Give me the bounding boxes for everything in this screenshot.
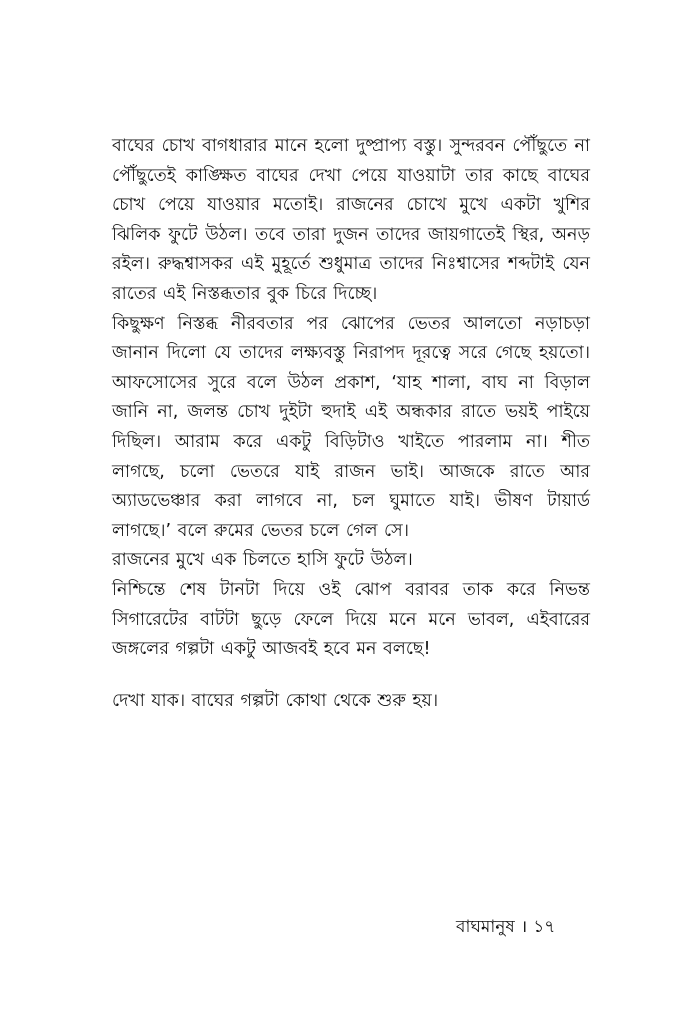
paragraph-5: দেখা যাক। বাঘের গল্পটা কোথা থেকে শুরু হয়।: [112, 690, 439, 711]
paragraph-4: নিশ্চিন্তে শেষ টানটা দিয়ে ওই ঝোপ বরাবর তাক করে নিভন্ত সিগারেটের বাটটা ছুড়ে ফেলে দিয়ে মনে মনে ভাবল, এইবারের জঙ্গলের গল্পটা একটু আজবই হবে মন বলছে!: [112, 579, 590, 660]
footer-separator: ।: [520, 917, 528, 937]
paragraph-1: বাঘের চোখ বাগধারার মানে হলো দুষ্প্রাপ্য বস্তু। সুন্দরবন পৌঁছুতে না পৌঁছুতেই কাঙ্ক্ষিত বাঘের দেখা পেয়ে যাওয়াটা তার কাছে বাঘের চোখ পেয়ে যাওয়ার মতোই। রাজনের চোখে মুখে একটা খুশির ঝিলিক ফুটে উঠল। তবে তারা দুজন তাদের জায়গাতেই স্থির, অনড় রইল। রুদ্ধশ্বাসকর এই মুহূর্তে শুধুমাত্র তাদের নিঃশ্বাসের শব্দটাই যেন রাতের এই নিস্তব্ধতার বুক চিরে দিচ্ছে।: [112, 136, 590, 304]
paragraph-3: রাজনের মুখে এক চিলতে হাসি ফুটে উঠল।: [112, 550, 413, 571]
running-title: বাঘমানুষ: [456, 917, 515, 937]
paragraph-2: কিছুক্ষণ নিস্তব্ধ নীরবতার পর ঝোপের ভেতর আলতো নড়াচড়া জানান দিলো যে তাদের লক্ষ্যবস্তু নিরাপদ দূরত্বে সরে গেছে হয়তো। আফসোসের সুরে বলে উঠল প্রকাশ, ‘যাহ শালা, বাঘ না বিড়াল জানি না, জলন্ত চোখ দুইটা হুদাই এই অন্ধকার রাতে ভয়ই পাইয়ে দিছিল। আরাম করে একটু বিড়িটাও খাইতে পারলাম না। শীত লাগছে, চলো ভেতরে যাই রাজন ভাই। আজকে রাতে আর অ্যাডভেঞ্চার করা লাগবে না, চল ঘুমাতে যাই। ভীষণ টায়ার্ড লাগছে।’ বলে রুমের ভেতর চলে গেল সে।: [112, 313, 590, 541]
page-number: ১৭: [533, 917, 556, 937]
page-footer: [456, 915, 555, 939]
body-text: [112, 132, 590, 716]
